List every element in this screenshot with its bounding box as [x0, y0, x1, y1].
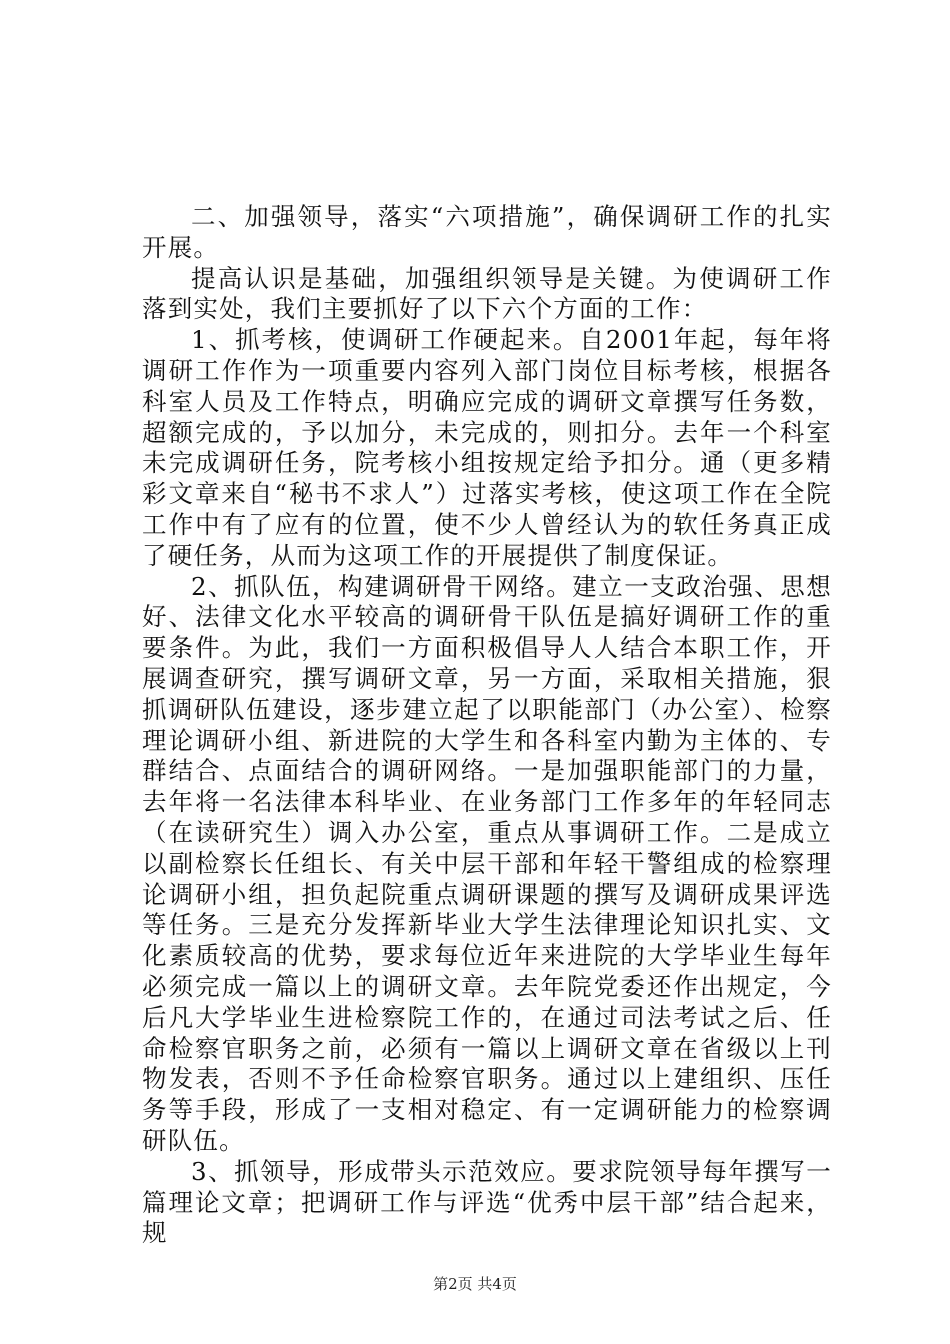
page-number: 第2页 共4页 — [433, 1275, 517, 1293]
body-paragraph: 3、抓领导，形成带头示范效应。要求院领导每年撰写一篇理论文章；把调研工作与评选“优秀中层干部”结合起来，规 — [142, 1156, 832, 1248]
body-paragraph: 2、抓队伍，构建调研骨干网络。建立一支政治强、思想好、法律文化水平较高的调研骨干队伍是搞好调研工作的重要条件。为此，我们一方面积极倡导人人结合本职工作，开展调查研究，撰写调研文章，另一方面，采取相关措施，狠抓调研队伍建设，逐步建立起了以职能部门（办公室）、检察理论调研小组、新进院的大学生和各科室内勤为主体的、专群结合、点面结合的调研网络。一是加强职能部门的力量，去年将一名法律本科毕业、在业务部门工作多年的年轻同志（在读研究生）调入办公室，重点从事调研工作。二是成立以副检察长任组长、有关中层干部和年轻干警组成的检察理论调研小组，担负起院重点调研课题的撰写及调研成果评选等任务。三是充分发挥新毕业大学生法律理论知识扎实、文化素质较高的优势，要求每位近年来进院的大学毕业生每年必须完成一篇以上的调研文章。去年院党委还作出规定，今后凡大学毕业生进检察院工作的，在通过司法考试之后、任命检察官职务之前，必须有一篇以上调研文章在省级以上刊物发表，否则不予任命检察官职务。通过以上建组织、压任务等手段，形成了一支相对稳定、有一定调研能力的检察调研队伍。 — [142, 571, 832, 1155]
page-footer — [0, 1274, 950, 1294]
body-paragraph: 提高认识是基础，加强组织领导是关键。为使调研工作落到实处，我们主要抓好了以下六个方面的工作： — [142, 263, 832, 324]
section-heading-paragraph: 二、加强领导，落实“六项措施”，确保调研工作的扎实开展。 — [142, 202, 832, 262]
document-body — [142, 202, 832, 1249]
body-paragraph: 1、抓考核，使调研工作硬起来。自2001年起，每年将调研工作作为一项重要内容列入部门岗位目标考核，根据各科室人员及工作特点，明确应完成的调研文章撰写任务数，超额完成的，予以加分，未完成的，则扣分。去年一个科室未完成调研任务，院考核小组按规定给予扣分。通（更多精彩文章来自“秘书不求人”）过落实考核，使这项工作在全院工作中有了应有的位置，使不少人曾经认为的软任务真正成了硬任务，从而为这项工作的开展提供了制度保证。 — [142, 325, 832, 570]
